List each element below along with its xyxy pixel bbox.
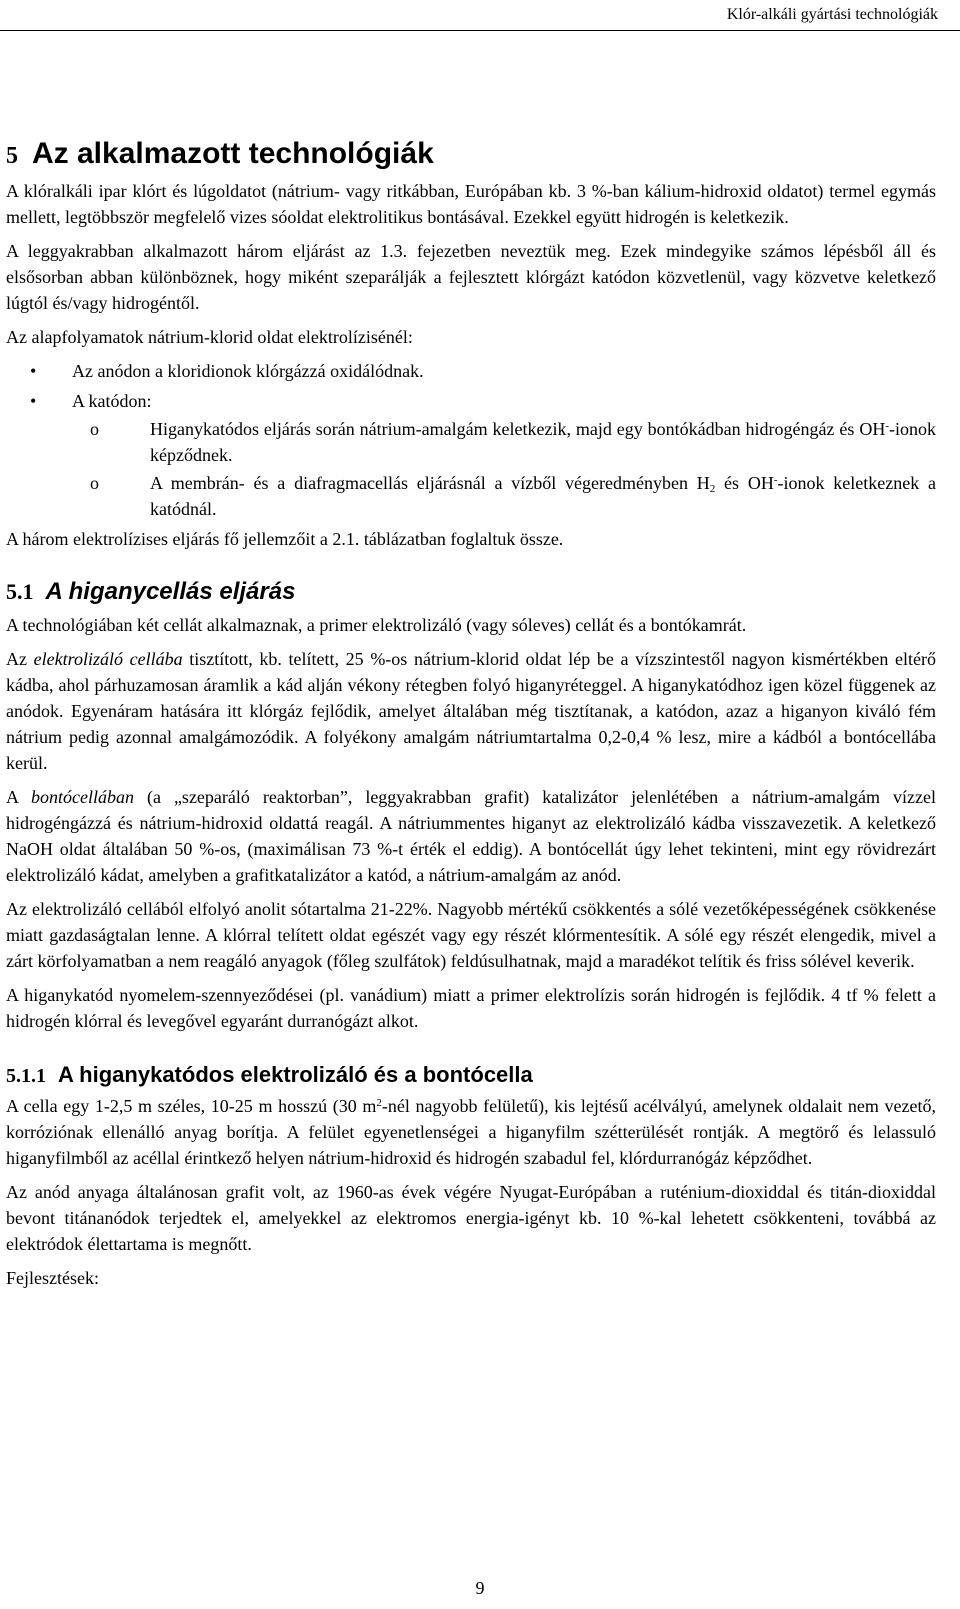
emphasis: bontócellában — [31, 787, 134, 807]
subsection-number: 5.1 — [6, 579, 34, 604]
list-item — [6, 358, 936, 384]
paragraph: Az alapfolyamatok nátrium-klorid oldat elektrolízisénél: — [6, 327, 413, 347]
section-number: 5 — [6, 143, 18, 169]
list-item-text: Az anódon a kloridionok klórgázzá oxidálódnak. — [72, 361, 424, 381]
bullet-icon: • — [30, 391, 37, 411]
paragraph: A leggyakrabban alkalmazott három eljárást az 1.3. fejezetben neveztük meg. Ezek mindegyike számos lépésből áll és elsősorban abban különböznek, hogy miként szeparálják a fejlesztett klórgázt katódon közvetlenül, vagy közvetve keletkező lúgtól és/vagy hidrogéntől. — [6, 241, 936, 313]
bullet-list — [6, 358, 936, 522]
running-header-title: Klór-alkáli gyártási technológiák — [726, 6, 938, 23]
subsubsection-title: A higanykatódos elektrolizáló és a bontócella — [58, 1062, 533, 1087]
list-item — [6, 388, 936, 522]
circle-bullet-icon: o — [90, 473, 99, 493]
paragraph: A technológiában két cellát alkalmaznak, a primer elektrolizáló (vagy sóleves) cellát és a bontókamrát. — [6, 615, 747, 635]
paragraph: A higanykatód nyomelem-szennyeződései (pl. vanádium) miatt a primer elektrolízis során hidrogén is fejlődik. 4 tf % felett a hidrogén klórral és levegővel egyaránt durranógázt alkot. — [6, 985, 936, 1031]
header-rule — [0, 30, 960, 31]
paragraph: A klóralkáli ipar klórt és lúgoldatot (nátrium- vagy ritkábban, Európában kb. 3 %-ban kálium-hidroxid oldatot) termel egymás mellett, legtöbbször megfelelő vizes sóoldat elektrolitikus bontásával. Ezekkel együtt hidrogén is keletkezik. — [6, 181, 936, 227]
paragraph: A bontócellában (a „szeparáló reaktorban”, leggyakrabban grafit) katalizátor jelenlétében a nátrium-amalgám vízzel hidrogéngázzá és nátrium-hidroxid oldattá reagál. A nátriummentes higanyt az elektrolizáló kádba visszavezetik. A keletkező NaOH oldat általában 50 %-os, (maximálisan 73 %-t érték el eddig). A bontócellát úgy lehet tekinteni, mint egy rövidrezárt elektrolizáló kádat, amelyben a grafitkatalizátor a katód, a nátrium-amalgám az anód. — [6, 787, 936, 885]
sub-list — [72, 416, 936, 522]
circle-bullet-icon: o — [90, 419, 99, 439]
document-body — [6, 134, 936, 1299]
page-header — [0, 0, 960, 34]
subsubsection-heading — [6, 1060, 936, 1091]
sub-list-item-text: A membrán- és a diafragmacellás eljárásnál a vízből végeredményben $H_2$ és OH--ionok keletkeznek a katódnál. — [150, 473, 937, 519]
paragraph: Fejlesztések: — [6, 1268, 99, 1288]
paragraph: Az elektrolizáló cellába tisztított, kb. telített, 25 %-os nátrium-klorid oldat lép be a vízszintestől nagyon kismértékben eltérő kádba, ahol párhuzamosan áramlik a kád alján vékony rétegben folyó higanyréteggel. A higanykatódhoz igen közel függenek az anódok. Egyenáram hatására itt klórgáz fejlődik, amelyet általában még tisztítanak, a katódon, azaz a higanyon kiváló fém nátrium pedig azonnal amalgámozódik. A folyékony amalgám nátriumtartalma 0,2-0,4 % lesz, mire a kádból a bontócellába kerül. — [6, 649, 936, 773]
paragraph: Az anód anyaga általánosan grafit volt, az 1960-as évek végére Nyugat-Európában a ruténium-dioxiddal és titán-dioxiddal bevont titánanódok terjedtek el, amelyekkel az elektromos energia-igényt kb. 10 %-kal lehetett csökkenteni, továbbá az elektródok élettartama is megnőtt. — [6, 1182, 936, 1254]
sub-list-item-text: Higanykatódos eljárás során nátrium-amalgám keletkezik, majd egy bontókádban hidrogéngáz és OH--ionok képződnek. — [150, 419, 936, 465]
emphasis: elektrolizáló cellába — [33, 649, 183, 669]
paragraph: Az elektrolizáló cellából elfolyó anolit sótartalma 21-22%. Nagyobb mértékű csökkentés a sólé vezetőképességének csökkenése miatt gazdaságtalan lenne. A klórral telített oldat egészét vagy egy részét klórmentesítik. A sólé egy részét elengedik, mivel a zárt körfolyamatban a nem reagáló anyagok (főleg szulfátok) feldúsulhatnak, majd a maradékot telítik és friss sólével keverik. — [6, 899, 936, 971]
section-title: Az alkalmazott technológiák — [32, 137, 434, 170]
page-number: 9 — [475, 1578, 485, 1598]
sub-list-item — [6, 416, 936, 468]
paragraph: A három elektrolízises eljárás fő jellemzőit a 2.1. táblázatban foglaltuk össze. — [6, 529, 564, 549]
subsection-title: A higanycellás eljárás — [45, 578, 296, 605]
subsection-heading — [6, 576, 936, 608]
subsubsection-number: 5.1.1 — [6, 1065, 46, 1087]
paragraph: A cella egy 1-2,5 m széles, 10-25 m hosszú (30 $m^2$-nél nagyobb felületű), kis lejtésű acélvályú, amelynek oldalait nem vezető, korróziónak ellenálló anyag borítja. A felület egyenetlenségei a higanyfilm szétterülését rontják. A megtörő és lelassuló higanyfilmből az acéllal érintkező helyen nátrium-hidroxid és hidrogén szabadul fel, klórdurranógáz képződhet. — [6, 1096, 936, 1168]
section-heading — [6, 134, 936, 176]
bullet-icon: • — [30, 361, 37, 381]
list-item-text: A katódon: — [72, 391, 152, 411]
sub-list-item — [6, 470, 936, 522]
